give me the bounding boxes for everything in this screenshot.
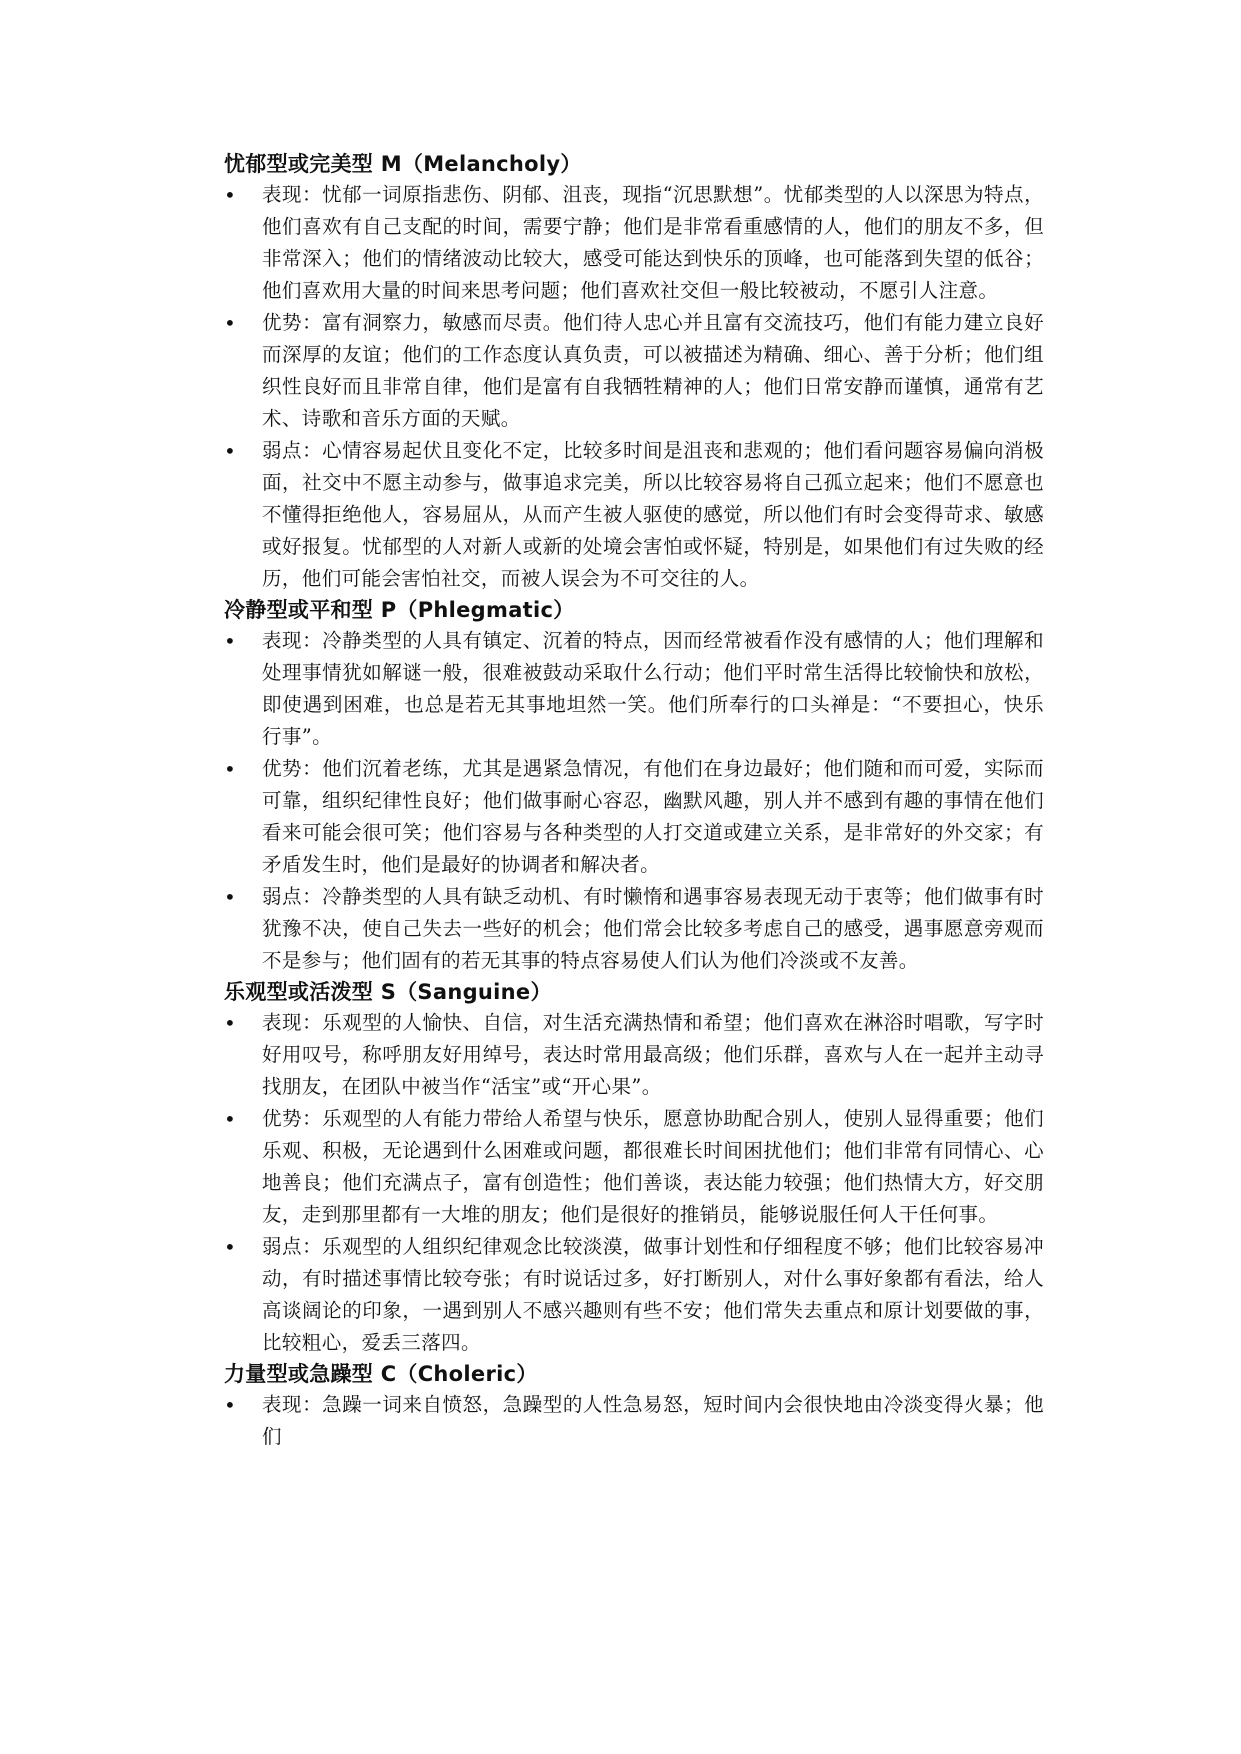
section-heading: 忧郁型或完美型 M（Melancholy） — [224, 152, 582, 176]
bullet-icon: • — [224, 629, 236, 653]
bullet-text: 表现：乐观型的人愉快、自信，对生活充满热情和希望；他们喜欢在淋浴时唱歌，写字时好用叹号，称呼朋友好用绰号，表达时常用最高级；他们乐群，喜欢与人在一起并主动寻找朋友，在团队中被当作“活宝”或“开心果”。 — [262, 1011, 1044, 1098]
bullet-icon: • — [224, 757, 236, 781]
list-item — [224, 1103, 1044, 1231]
bullet-icon: • — [224, 311, 236, 335]
bullet-icon: • — [224, 1235, 236, 1259]
bullet-icon: • — [224, 885, 236, 909]
section-heading: 力量型或急躁型 C（Choleric） — [224, 1362, 538, 1386]
list-item — [224, 307, 1044, 435]
list-item — [224, 625, 1044, 753]
list-item — [224, 435, 1044, 595]
bullet-list — [224, 1007, 1044, 1359]
document-page — [224, 149, 1044, 1453]
bullet-icon: • — [224, 1393, 236, 1417]
bullet-text: 优势：富有洞察力，敏感而尽责。他们待人忠心并且富有交流技巧，他们有能力建立良好而深厚的友谊；他们的工作态度认真负责，可以被描述为精确、细心、善于分析；他们组织性良好而且非常自律，他们是富有自我牺牲精神的人；他们日常安静而谨慎，通常有艺术、诗歌和音乐方面的天赋。 — [262, 311, 1044, 430]
bullet-list — [224, 1389, 1044, 1453]
bullet-text: 表现：忧郁一词原指悲伤、阴郁、沮丧，现指“沉思默想”。忧郁类型的人以深思为特点，他们喜欢有自己支配的时间，需要宁静；他们是非常看重感情的人，他们的朋友不多，但非常深入；他们的情绪波动比较大，感受可能达到快乐的顶峰，也可能落到失望的低谷；他们喜欢用大量的时间来思考问题；他们喜欢社交但一般比较被动，不愿引人注意。 — [262, 183, 1044, 302]
list-item — [224, 753, 1044, 881]
bullet-text: 表现：急躁一词来自愤怒，急躁型的人性急易怒，短时间内会很快地由冷淡变得火暴；他们 — [262, 1393, 1044, 1448]
section-heading: 冷静型或平和型 P（Phlegmatic） — [224, 598, 575, 622]
bullet-icon: • — [224, 439, 236, 463]
bullet-icon: • — [224, 1011, 236, 1035]
list-item — [224, 179, 1044, 307]
bullet-icon: • — [224, 1107, 236, 1131]
bullet-icon: • — [224, 183, 236, 207]
bullet-text: 弱点：冷静类型的人具有缺乏动机、有时懒惰和遇事容易表现无动于衷等；他们做事有时犹豫不决，使自己失去一些好的机会；他们常会比较多考虑自己的感受，遇事愿意旁观而不是参与；他们固有的若无其事的特点容易使人们认为他们冷淡或不友善。 — [262, 885, 1044, 972]
bullet-text: 表现：冷静类型的人具有镇定、沉着的特点，因而经常被看作没有感情的人；他们理解和处理事情犹如解谜一般，很难被鼓动采取什么行动；他们平时常生活得比较愉快和放松，即使遇到困难，也总是若无其事地坦然一笑。他们所奉行的口头禅是：“不要担心，快乐行事”。 — [262, 629, 1044, 748]
bullet-text: 优势：他们沉着老练，尤其是遇紧急情况，有他们在身边最好；他们随和而可爱，实际而可靠，组织纪律性良好；他们做事耐心容忍，幽默风趣，别人并不感到有趣的事情在他们看来可能会很可笑；他们容易与各种类型的人打交道或建立关系，是非常好的外交家；有矛盾发生时，他们是最好的协调者和解决者。 — [262, 757, 1044, 876]
bullet-list — [224, 179, 1044, 595]
list-item — [224, 881, 1044, 977]
bullet-text: 弱点：心情容易起伏且变化不定，比较多时间是沮丧和悲观的；他们看问题容易偏向消极面，社交中不愿主动参与，做事追求完美，所以比较容易将自己孤立起来；他们不愿意也不懂得拒绝他人，容易屈从，从而产生被人驱使的感觉，所以他们有时会变得苛求、敏感或好报复。忧郁型的人对新人或新的处境会害怕或怀疑，特别是，如果他们有过失败的经历，他们可能会害怕社交，而被人误会为不可交往的人。 — [262, 439, 1044, 590]
bullet-list — [224, 625, 1044, 977]
list-item — [224, 1007, 1044, 1103]
bullet-text: 弱点：乐观型的人组织纪律观念比较淡漠，做事计划性和仔细程度不够；他们比较容易冲动，有时描述事情比较夸张；有时说话过多，好打断别人，对什么事好象都有看法，给人高谈阔论的印象，一遇到别人不感兴趣则有些不安；他们常失去重点和原计划要做的事，比较粗心，爱丢三落四。 — [262, 1235, 1044, 1354]
list-item — [224, 1231, 1044, 1359]
list-item — [224, 1389, 1044, 1453]
bullet-text: 优势：乐观型的人有能力带给人希望与快乐，愿意协助配合别人，使别人显得重要；他们乐观、积极，无论遇到什么困难或问题，都很难长时间困扰他们；他们非常有同情心、心地善良；他们充满点子，富有创造性；他们善谈，表达能力较强；他们热情大方，好交朋友，走到那里都有一大堆的朋友；他们是很好的推销员，能够说服任何人干任何事。 — [262, 1107, 1044, 1226]
section-heading: 乐观型或活泼型 S（Sanguine） — [224, 980, 552, 1004]
